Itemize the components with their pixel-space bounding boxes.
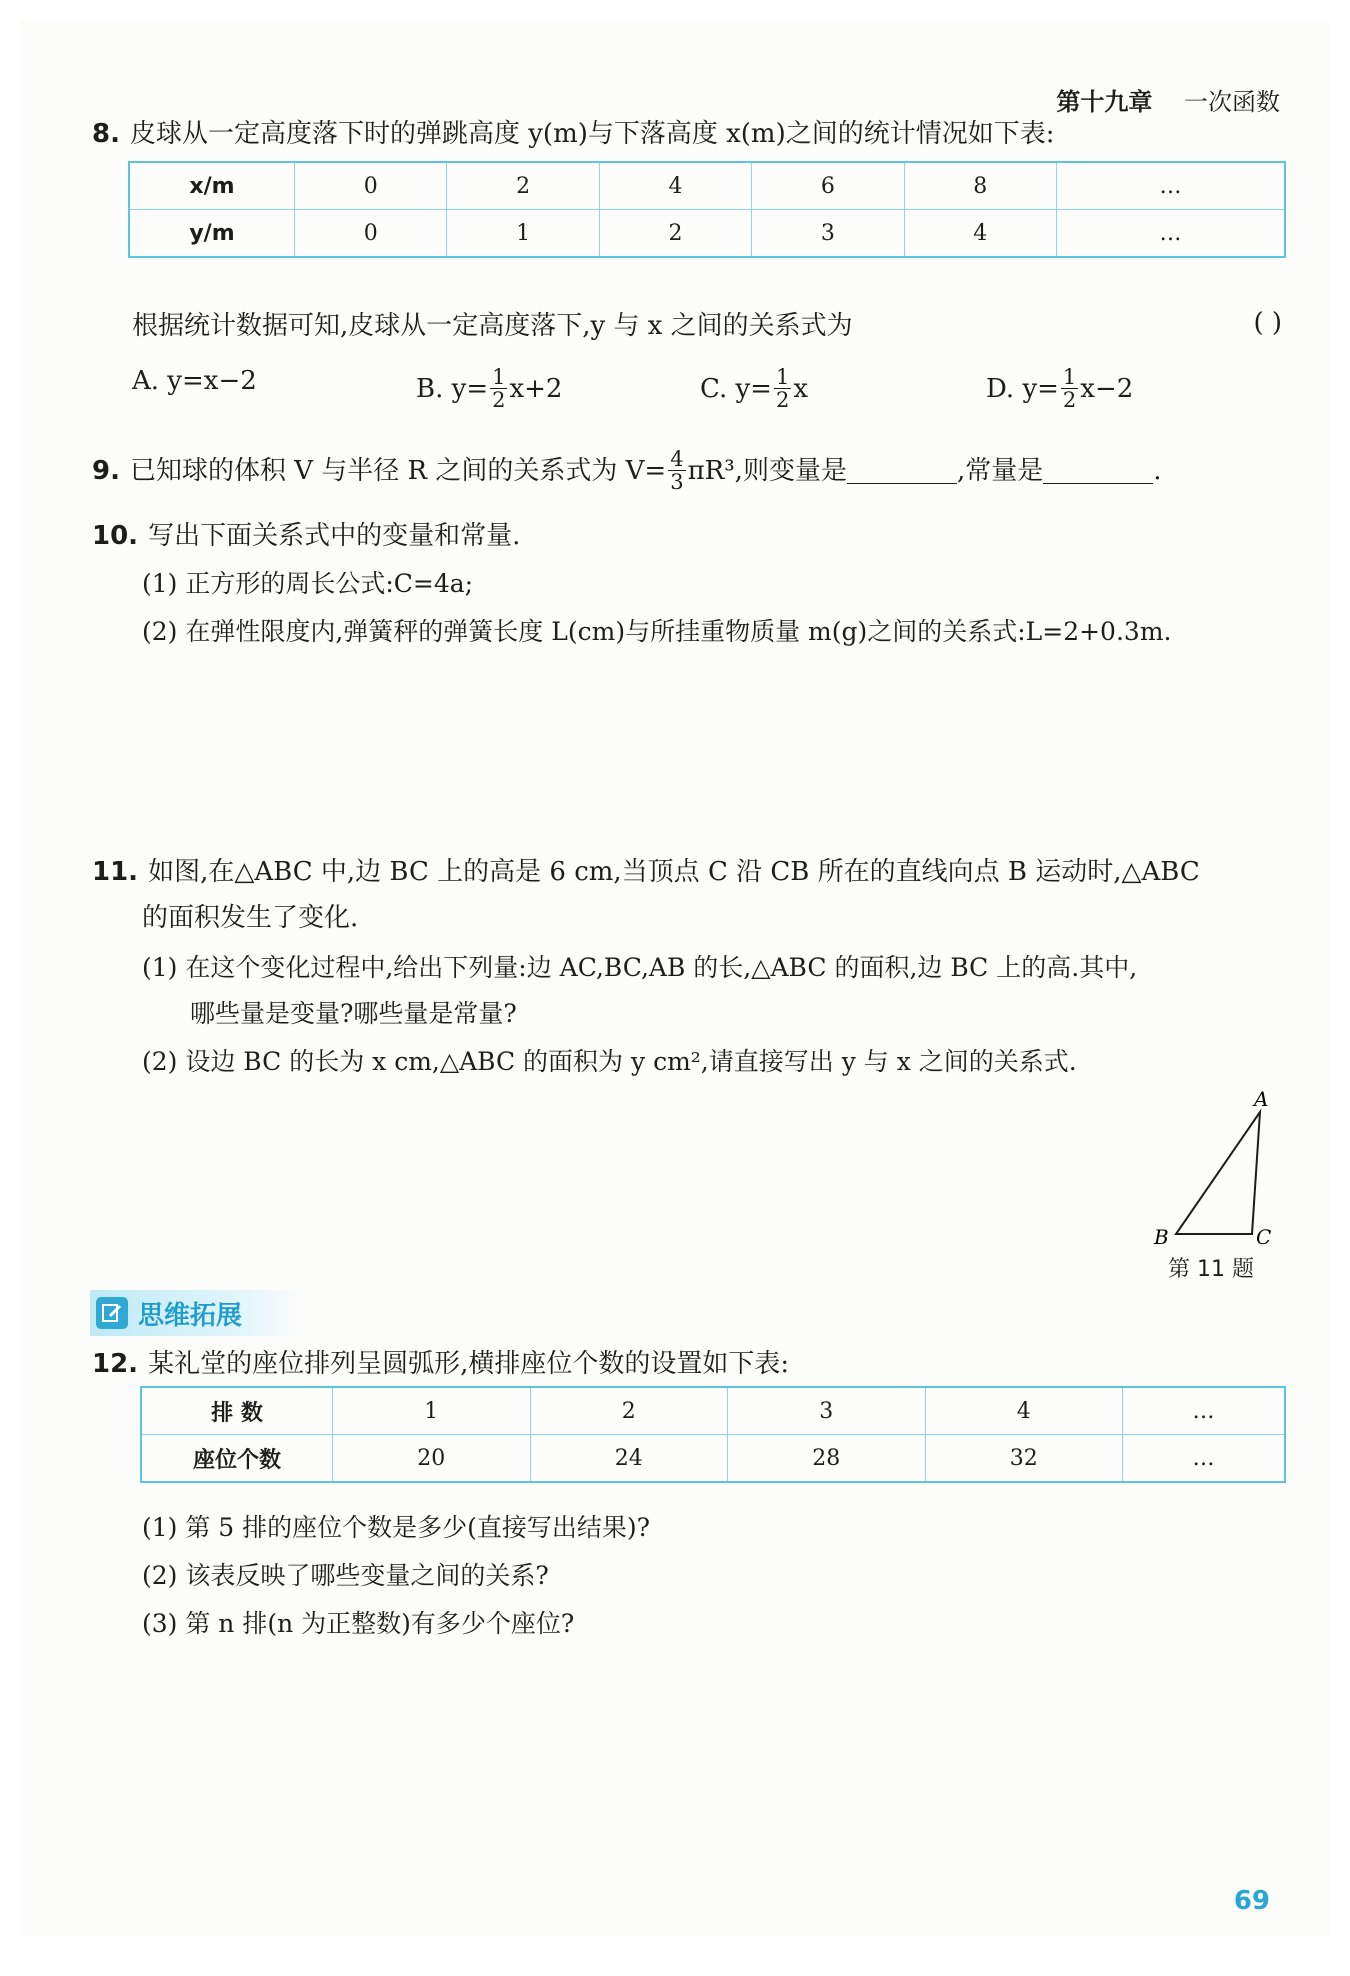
denominator: 3 <box>670 470 684 494</box>
answer-parentheses: ( ) <box>1253 308 1282 338</box>
bounce-table <box>128 161 1286 258</box>
fraction <box>490 366 507 411</box>
option-b-prefix: B. y= <box>416 373 489 404</box>
table-cell: 6 <box>752 162 904 210</box>
numerator: 4 <box>670 447 684 471</box>
table-row <box>141 1387 1285 1435</box>
question-number: 8. <box>92 119 120 149</box>
fraction <box>774 366 791 411</box>
question-10-part-1: (1) 正方形的周长公式:C=4a; <box>142 569 474 598</box>
row-header: x/m <box>129 162 295 210</box>
vertex-a-label: A <box>1254 1087 1269 1111</box>
option-b-suffix: x+2 <box>509 373 563 404</box>
option-c-prefix: C. y= <box>700 373 772 404</box>
table-cell: … <box>1123 1387 1286 1435</box>
option-b <box>416 366 562 411</box>
chapter-label: 第十九章 <box>1056 88 1153 116</box>
table-row <box>141 1435 1285 1483</box>
table-cell: … <box>1123 1435 1286 1483</box>
option-c-suffix: x <box>793 373 809 404</box>
table-row <box>129 162 1285 210</box>
numerator: 1 <box>1062 365 1077 389</box>
question-12-part-1: (1) 第 5 排的座位个数是多少(直接写出结果)? <box>142 1513 651 1542</box>
textbook-page <box>20 20 1330 1936</box>
seating-table <box>140 1386 1286 1483</box>
question-12-part-2: (2) 该表反映了哪些变量之间的关系? <box>142 1561 549 1590</box>
answer-blank[interactable] <box>1043 457 1153 484</box>
question-8-stem: 根据统计数据可知,皮球从一定高度落下,y 与 x 之间的关系式为 <box>132 311 853 341</box>
page-number: 69 <box>1233 1886 1270 1916</box>
answer-blank[interactable] <box>847 457 957 484</box>
table-cell: 4 <box>925 1387 1123 1435</box>
question-9 <box>92 448 1161 493</box>
option-c <box>700 366 808 411</box>
table-cell: 28 <box>728 1435 926 1483</box>
table-cell: 4 <box>904 210 1056 258</box>
question-text-mid: πR³,则变量是 <box>687 455 847 486</box>
triangle-figure <box>1130 1082 1330 1252</box>
table-cell: 2 <box>599 210 751 258</box>
option-d <box>986 366 1133 411</box>
table-cell: 1 <box>447 210 599 258</box>
table-cell: 3 <box>752 210 904 258</box>
question-text: 已知球的体积 V 与半径 R 之间的关系式为 V= <box>129 455 667 486</box>
question-12-part-3: (3) 第 n 排(n 为正整数)有多少个座位? <box>142 1609 575 1638</box>
option-a <box>132 366 257 396</box>
numerator: 1 <box>492 365 506 389</box>
chapter-header <box>1056 82 1280 117</box>
question-text-end: . <box>1153 455 1162 486</box>
question-11-line-2: 的面积发生了变化. <box>142 903 359 933</box>
row-header: 排 数 <box>141 1387 333 1435</box>
table-cell: 2 <box>447 162 599 210</box>
question-12 <box>92 1346 789 1382</box>
question-text-mid2: ,常量是 <box>956 455 1044 486</box>
option-d-prefix: D. y= <box>986 373 1059 404</box>
option-d-suffix: x−2 <box>1080 373 1134 404</box>
row-header: y/m <box>129 210 295 258</box>
question-number: 12. <box>92 1349 139 1379</box>
table-cell: … <box>1056 162 1285 210</box>
question-text: 如图,在△ABC 中,边 BC 上的高是 6 cm,当顶点 C 沿 CB 所在的直线向点 B 运动时,△ABC <box>148 857 1200 887</box>
denominator: 2 <box>775 388 790 412</box>
table-cell: 1 <box>333 1387 531 1435</box>
table-cell: … <box>1056 210 1285 258</box>
numerator: 1 <box>775 365 790 389</box>
question-11-part-1-cont: 哪些量是变量?哪些量是常量? <box>190 999 517 1028</box>
question-11-part-2: (2) 设边 BC 的长为 x cm,△ABC 的面积为 y cm²,请直接写出 y 与 x 之间的关系式. <box>142 1047 1077 1076</box>
question-number: 11. <box>92 857 139 887</box>
table-cell: 8 <box>904 162 1056 210</box>
question-10 <box>92 518 520 554</box>
figure-caption: 第 11 题 <box>1168 1257 1254 1282</box>
question-text: 写出下面关系式中的变量和常量. <box>148 521 521 551</box>
table-cell: 2 <box>530 1387 728 1435</box>
denominator: 2 <box>492 388 506 412</box>
fraction <box>1061 366 1078 411</box>
question-11-part-1: (1) 在这个变化过程中,给出下列量:边 AC,BC,AB 的长,△ABC 的面积,边 BC 上的高.其中, <box>142 953 1138 982</box>
vertex-c-label: C <box>1256 1225 1272 1249</box>
chapter-topic: 一次函数 <box>1184 88 1280 116</box>
pencil-note-icon <box>96 1297 128 1329</box>
table-cell: 3 <box>728 1387 926 1435</box>
fraction <box>668 448 685 493</box>
option-a-text: A. y=x−2 <box>132 366 257 396</box>
table-cell: 0 <box>295 210 447 258</box>
denominator: 2 <box>1062 388 1077 412</box>
table-cell: 0 <box>295 162 447 210</box>
question-10-part-2: (2) 在弹性限度内,弹簧秤的弹簧长度 L(cm)与所挂重物质量 m(g)之间的关系式:L=2+0.3m. <box>142 617 1172 646</box>
row-header: 座位个数 <box>141 1435 333 1483</box>
question-number: 9. <box>92 455 120 486</box>
section-title: 思维拓展 <box>138 1300 243 1331</box>
question-11 <box>92 854 1200 890</box>
question-8 <box>92 116 1055 152</box>
table-cell: 24 <box>530 1435 728 1483</box>
vertex-b-label: B <box>1154 1225 1169 1249</box>
table-cell: 32 <box>925 1435 1123 1483</box>
triangle-abc <box>1176 1112 1260 1234</box>
table-row <box>129 210 1285 258</box>
question-text: 皮球从一定高度落下时的弹跳高度 y(m)与下落高度 x(m)之间的统计情况如下表: <box>129 119 1055 149</box>
table-cell: 20 <box>333 1435 531 1483</box>
question-text: 某礼堂的座位排列呈圆弧形,横排座位个数的设置如下表: <box>148 1349 790 1379</box>
section-badge <box>90 1290 300 1336</box>
question-number: 10. <box>92 521 139 551</box>
table-cell: 4 <box>599 162 751 210</box>
